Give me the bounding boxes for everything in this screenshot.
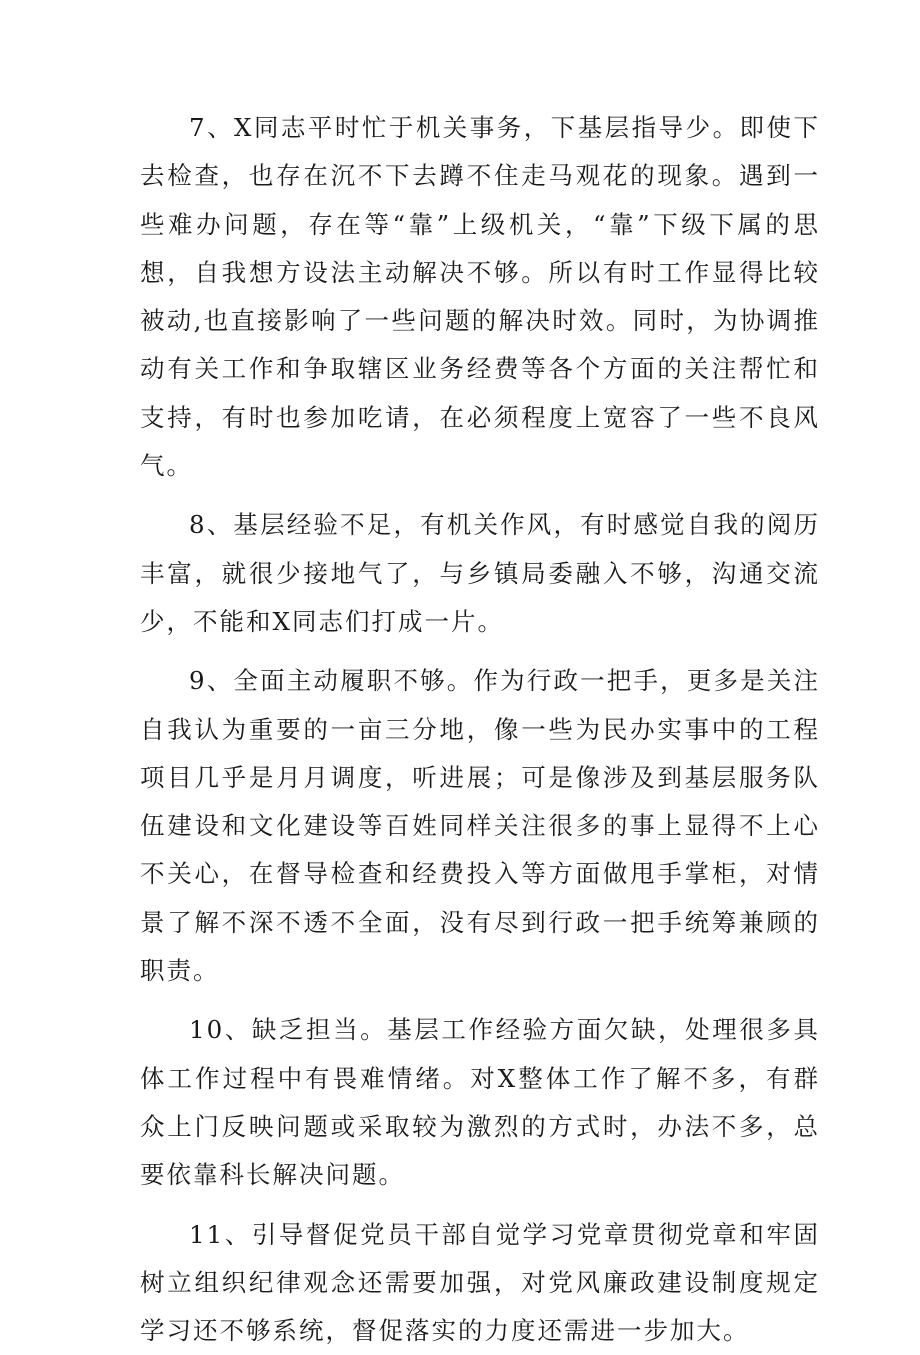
paragraph-item-10: 10、缺乏担当。基层工作经验方面欠缺，处理很多具体工作过程中有畏难情绪。对X整体工作了解不多，有群众上门反映问题或采取较为激烈的方式时，办法不多，总要依靠科长解决问题。 (140, 1015, 820, 1190)
paragraph-item-8: 8、基层经验不足，有机关作风，有时感觉自我的阅历丰富，就很少接地气了，与乡镇局委融入不够，沟通交流少，不能和X同志们打成一片。 (140, 510, 820, 636)
paragraph-item-11: 11、引导督促党员干部自觉学习党章贯彻党章和牢固树立组织纪律观念还需要加强，对党风廉政建设制度规定学习还不够系统，督促落实的力度还需进一步加大。 (140, 1219, 820, 1346)
paragraph-item-7: 7、X同志平时忙于机关事务，下基层指导少。即使下去检查，也存在沉不下去蹲不住走马观花的现象。遇到一些难办问题，存在等“靠”上级机关，“靠”下级下属的思想，自我想方设法主动解决不够。所以有时工作显得比较被动,也直接影响了一些问题的解决时效。同时，为协调推动有关工作和争取辖区业务经费等各个方面的关注帮忙和支持，有时也参加吃请，在必须程度上宽容了一些不良风气。 (140, 113, 820, 481)
paragraph-item-9: 9、全面主动履职不够。作为行政一把手，更多是关注自我认为重要的一亩三分地，像一些为民办实事中的工程项目几乎是月月调度，听进展；可是像涉及到基层服务队伍建设和文化建设等百姓同样关注很多的事上显得不上心不关心，在督导检查和经费投入等方面做甩手掌柜，对情景了解不深不透不全面，没有尽到行政一把手统筹兼顾的职责。 (140, 666, 820, 986)
